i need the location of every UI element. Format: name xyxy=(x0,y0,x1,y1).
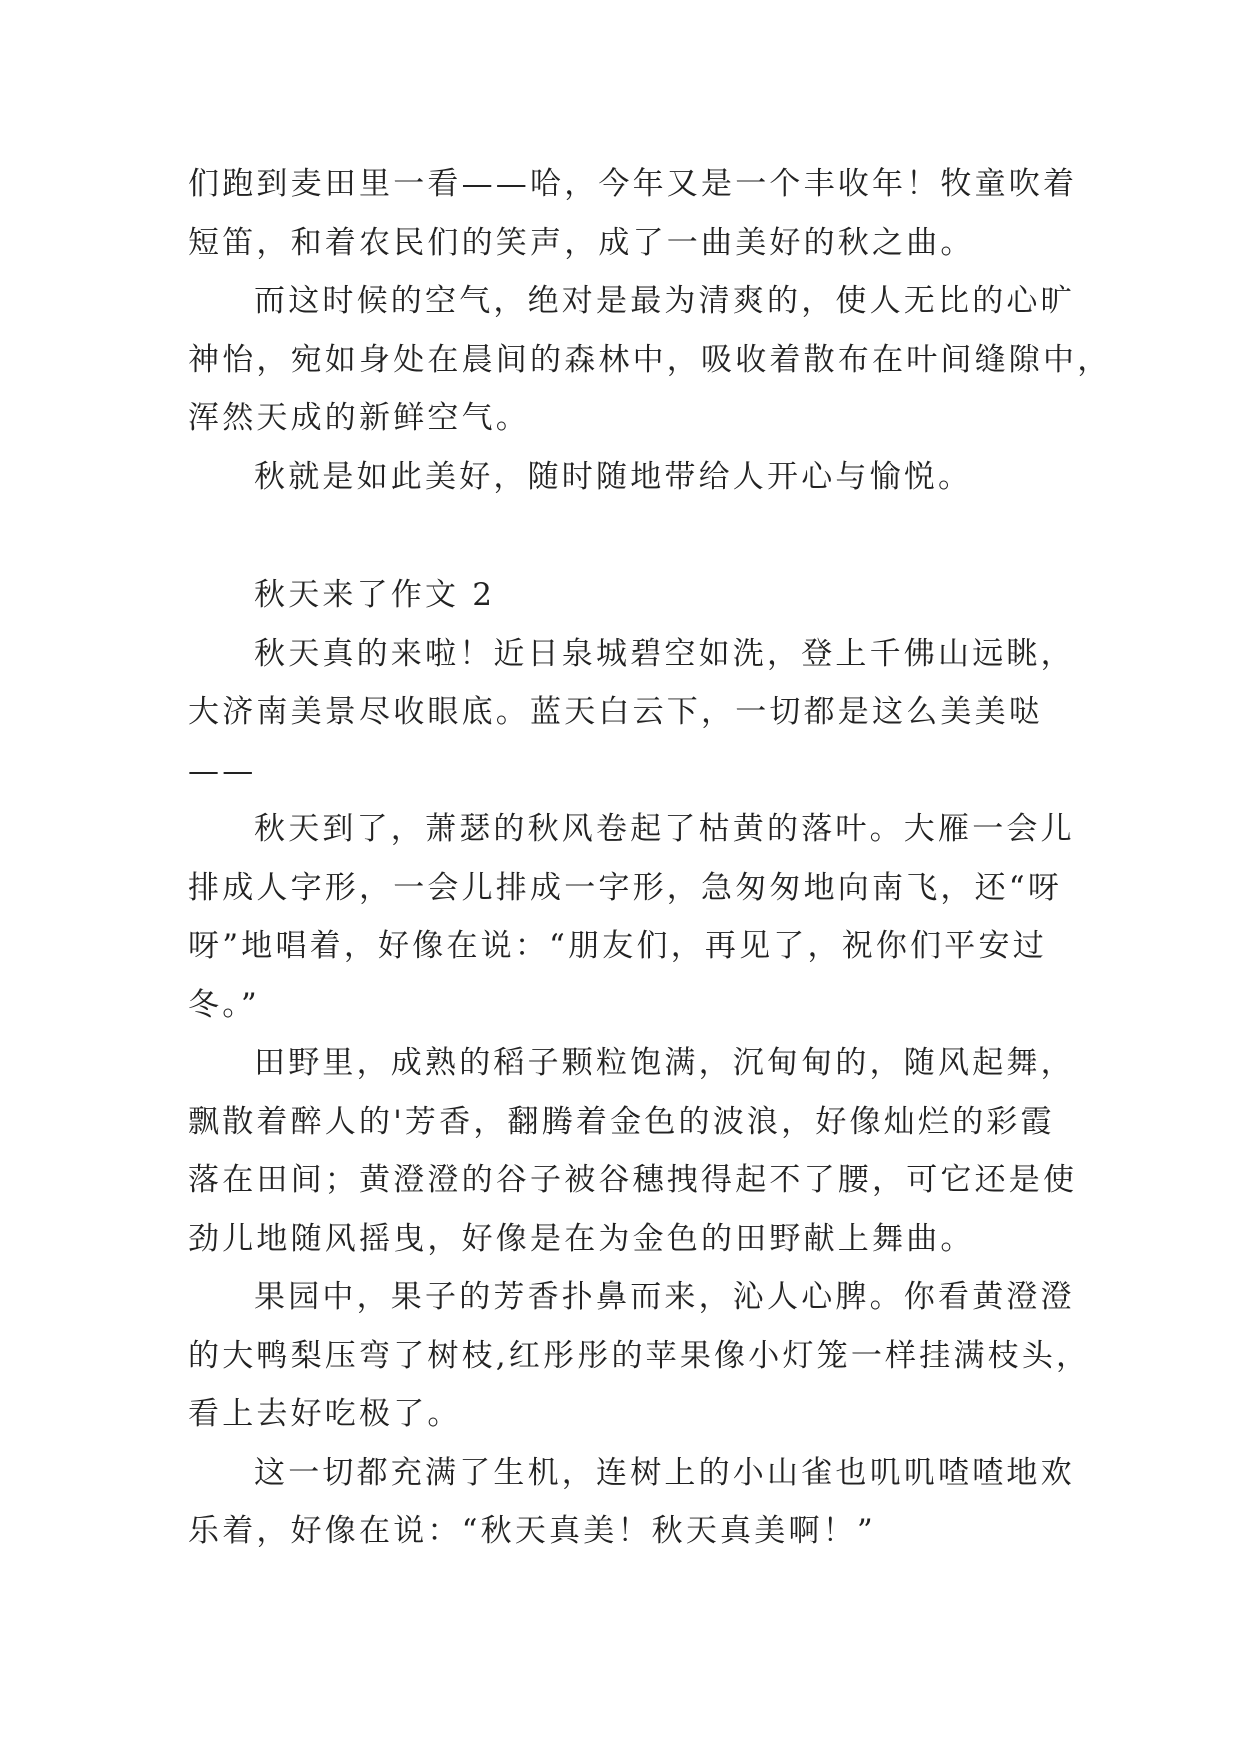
text-line: 冬。” xyxy=(188,986,260,1023)
section-heading: 秋天来了作文 2 xyxy=(254,577,496,613)
paragraph-start: 秋就是如此美好，随时随地带给人开心与愉悦。 xyxy=(254,458,973,495)
text-line: 劲儿地随风摇曳，好像是在为金色的田野献上舞曲。 xyxy=(188,1220,975,1257)
text-line: 飘散着醉人的'芳香，翻腾着金色的波浪，好像灿烂的彩霞 xyxy=(188,1103,1055,1140)
section-gap xyxy=(188,506,1068,566)
paragraph-start: 果园中，果子的芳香扑鼻而来，沁人心脾。你看黄澄澄 xyxy=(254,1279,1075,1315)
text-line: 排成人字形，一会儿排成一字形，急匆匆地向南飞，还“呀 xyxy=(188,869,1063,906)
paragraph-start: 而这时候的空气，绝对是最为清爽的，使人无比的心旷 xyxy=(254,283,1075,319)
text-line: 短笛，和着农民们的笑声，成了一曲美好的秋之曲。 xyxy=(188,224,975,261)
text-line: 们跑到麦田里一看——哈，今年又是一个丰收年！牧童吹着 xyxy=(188,166,1078,202)
text-line: 神怡，宛如身处在晨间的森林中，吸收着散布在叶间缝隙中， xyxy=(188,341,1112,378)
paragraph-start: 秋天真的来啦！近日泉城碧空如洗，登上千佛山远眺， xyxy=(254,635,1075,672)
text-line: 浑然天成的新鲜空气。 xyxy=(188,400,530,436)
document-page xyxy=(188,155,1112,1561)
text-line: —— xyxy=(188,752,257,789)
text-line: 落在田间；黄澄澄的谷子被谷穗拽得起不了腰，可它还是使 xyxy=(188,1162,1078,1198)
text-line: 乐着，好像在说：“秋天真美！秋天真美啊！” xyxy=(188,1513,876,1549)
paragraph-start: 秋天到了，萧瑟的秋风卷起了枯黄的落叶。大雁一会儿 xyxy=(254,811,1075,847)
text-line: 的大鸭梨压弯了树枝,红彤彤的苹果像小灯笼一样挂满枝头， xyxy=(188,1337,1091,1374)
paragraph-start: 田野里，成熟的稻子颗粒饱满，沉甸甸的，随风起舞， xyxy=(254,1045,1075,1081)
text-line: 看上去好吃极了。 xyxy=(188,1396,462,1432)
paragraph-start: 这一切都充满了生机，连树上的小山雀也叽叽喳喳地欢 xyxy=(254,1454,1075,1491)
text-line: 大济南美景尽收眼底。蓝天白云下，一切都是这么美美哒 xyxy=(188,694,1043,730)
text-line: 呀”地唱着，好像在说：“朋友们，再见了，祝你们平安过 xyxy=(188,928,1047,964)
